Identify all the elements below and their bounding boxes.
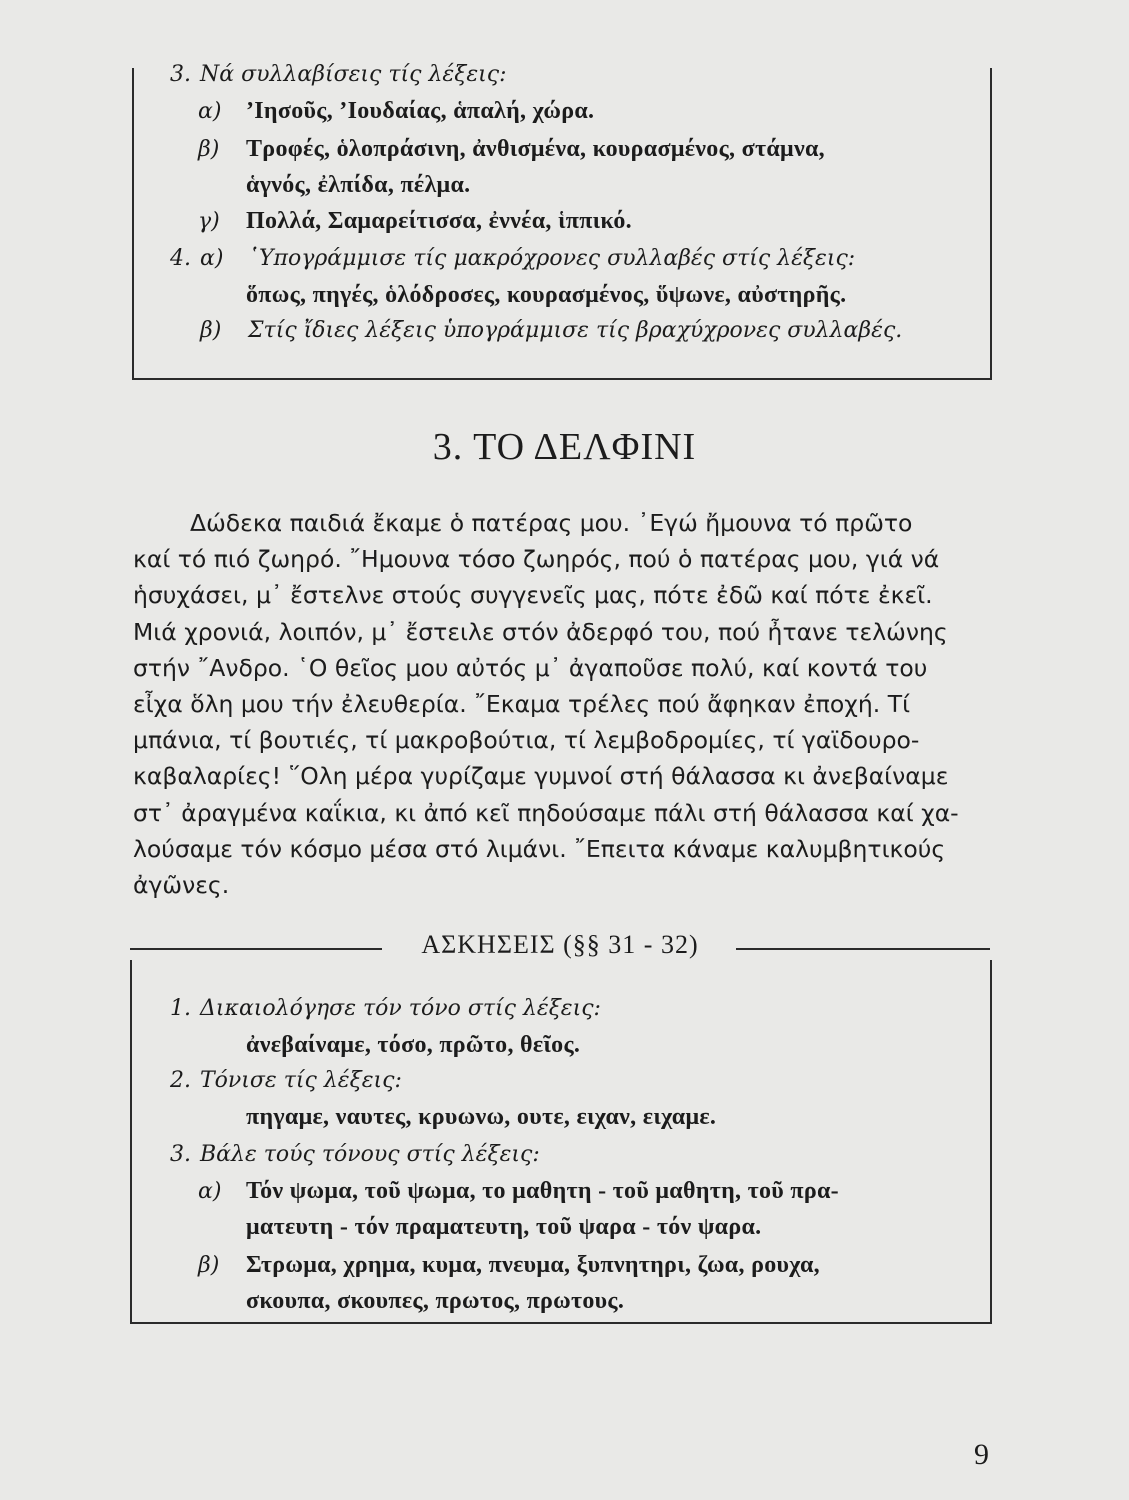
- story-line: Δώδεκα παιδιά ἔκαμε ὁ πατέρας μου. ᾿Εγώ ἤμουνα τό πρῶτο: [190, 509, 913, 537]
- ex3-c: γ) Πολλά, Σαμαρείτισσα, ἐννέα, ἱππικό.: [198, 208, 632, 234]
- story-text: [133, 505, 993, 903]
- exercises-title: ΑΣΚΗΣΕΙΣ (§§ 31 - 32): [421, 930, 699, 959]
- page-number: 9: [974, 1438, 989, 1471]
- e2-words: πηγαμε, ναυτες, κρυωνω, ουτε, ειχαν, ειχαμε.: [246, 1104, 717, 1130]
- e3-prompt: 3. Βάλε τούς τόνους στίς λέξεις:: [170, 1142, 540, 1167]
- story-line: ἡσυχάσει, μ᾿ ἔστελνε στούς συγγενεῖς μας, πότε ἐδῶ καί πότε ἐκεῖ.: [133, 581, 933, 610]
- ex3-b-line2: ἁγνός, ἐλπίδα, πέλμα.: [246, 172, 471, 198]
- story-title: 3. ΤΟ ΔΕΛΦΙΝΙ: [432, 426, 697, 468]
- ex3-prompt: 3. Νά συλλαβίσεις τίς λέξεις:: [170, 62, 507, 87]
- e3-a-line2: ματευτη - τόν πραματευτη, τοῦ ψαρα - τόν ψαρα.: [246, 1214, 762, 1240]
- e2-prompt: 2. Τόνισε τίς λέξεις:: [170, 1068, 402, 1093]
- e1-prompt: 1. Δικαιολόγησε τόν τόνο στίς λέξεις:: [170, 996, 601, 1021]
- ex4-b: β) Στίς ἴδιες λέξεις ὑπογράμμισε τίς βραχύχρονες συλλαβές.: [200, 318, 903, 343]
- ex4-a-words: ὅπως, πηγές, ὁλόδροσες, κουρασμένος, ὕψωνε, αὐστηρῆς.: [246, 282, 847, 308]
- e3-a-line1: α) Τόν ψωμα, τοῦ ψωμα, το μαθητη - τοῦ μαθητη, τοῦ πρα-: [198, 1178, 839, 1204]
- story-line: στήν ῎Ανδρο. ῾Ο θεῖος μου αὐτός μ᾿ ἀγαποῦσε πολύ, καί κοντά του: [133, 653, 928, 682]
- story-line: Μιά χρονιά, λοιπόν, μ᾿ ἔστειλε στόν ἀδερφό του, πού ἦτανε τελώνης: [133, 617, 948, 646]
- story-line: καί τό πιό ζωηρό. ῎Ημουνα τόσο ζωηρός, πού ὁ πατέρας μου, γιά νά: [133, 545, 940, 574]
- e3-b-line2: σκουπα, σκουπες, πρωτος, πρωτους.: [246, 1288, 625, 1314]
- ex3-b-line1: β) Τροφές, ὁλοπράσινη, ἀνθισμένα, κουρασμένος, στάμνα,: [198, 136, 825, 162]
- ex4-a-prompt: 4. α) ῾Υπογράμμισε τίς μακρόχρονες συλλαβές στίς λέξεις:: [170, 246, 856, 271]
- story-line: καβαλαρίες! ῞Ολη μέρα γυρίζαμε γυμνοί στή θάλασσα κι ἀνεβαίναμε: [133, 762, 949, 791]
- story-line: στ᾿ ἀραγμένα καΐκια, κι ἀπό κεῖ πηδούσαμε πάλι στή θάλασσα καί χα-: [133, 798, 959, 827]
- story-line: εἶχα ὅλη μου τήν ἐλευθερία. ῎Εκαμα τρέλες πού ἄφηκαν ἐποχή. Τί: [133, 690, 911, 719]
- story-line: μπάνια, τί βουτιές, τί μακροβούτια, τί λεμβοδρομίες, τί γαϊδουρο-: [133, 726, 920, 755]
- story-line: λούσαμε τόν κόσμο μέσα στό λιμάνι. ῎Επειτα κάναμε καλυμβητικούς: [133, 834, 946, 863]
- ex3-a: α) ’Ιησοῦς, ’Ιουδαίας, ἁπαλή, χώρα.: [198, 98, 595, 124]
- e3-b-line1: β) Στρωμα, χρημα, κυμα, πνευμα, ξυπνητηρι, ζωα, ρουχα,: [198, 1252, 820, 1278]
- e1-words: ἀνεβαίναμε, τόσο, πρῶτο, θεῖος.: [246, 1032, 581, 1058]
- story-line: ἀγῶνες.: [133, 871, 230, 900]
- exercises-header: [130, 930, 990, 960]
